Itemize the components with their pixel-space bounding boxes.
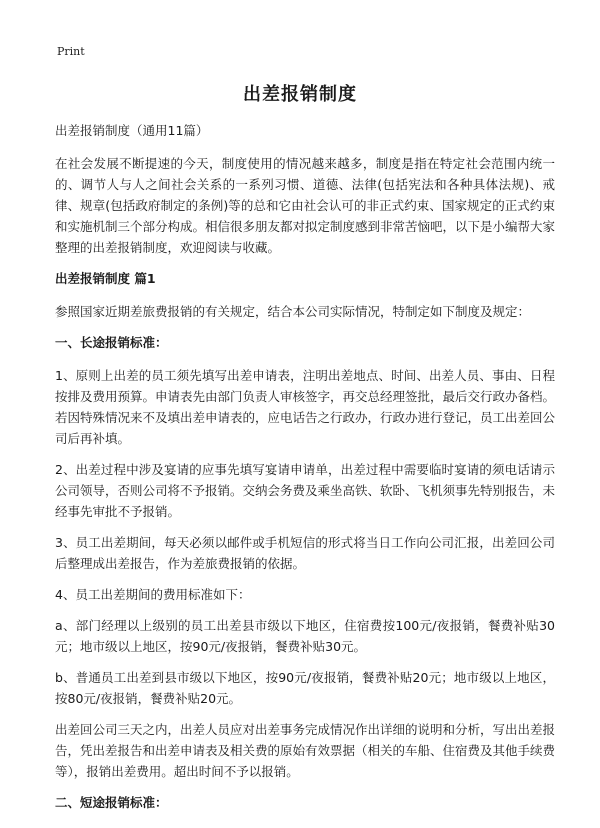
section1-closing: 出差回公司三天之内，出差人员应对出差事务完成情况作出详细的说明和分析，写出出差报告，凭出差报告和出差申请表及相关费的原始有效票据（相关的车船、住宿费及其他手续费等），报销出差费用。超出时间不予以报销。 xyxy=(55,722,556,779)
section1-heading: 一、长途报销标准： xyxy=(55,335,168,350)
print-link[interactable]: Print xyxy=(57,45,85,58)
section1-item-3: 3、员工出差期间，每天必须以邮件或手机短信的形式将当日工作向公司汇报，出差回公司后整理成出差报告，作为差旅费报销的依据。 xyxy=(55,535,555,571)
section1-item-4: 4、员工出差期间的费用标准如下： xyxy=(55,587,251,602)
article-heading: 出差报销制度 篇1 xyxy=(55,271,156,286)
section2-heading: 二、短途报销标准： xyxy=(55,795,168,810)
document-body xyxy=(55,120,555,825)
intro-paragraph: 在社会发展不断提速的今天，制度使用的情况越来越多，制度是指在特定社会范围内统一的、调节人与人之间社会关系的一系列习惯、道德、法律(包括宪法和各种具体法规)、戒律、规章(包括政府制定的条例)等的总和它由社会认可的非正式约束、国家规定的正式约束和实施机制三个部分构成。相信很多朋友都对拟定制度感到非常苦恼吧，以下是小编帮大家整理的出差报销制度，欢迎阅读与收藏。 xyxy=(55,156,556,255)
section1-item-a: a、部门经理以上级别的员工出差县市级以下地区，住宿费按100元/夜报销，餐费补贴30元；地市级以上地区，按90元/夜报销，餐费补贴30元。 xyxy=(55,618,555,654)
section1-item-b: b、普通员工出差到县市级以下地区，按90元/夜报销，餐费补贴20元；地市级以上地区，按80元/夜报销，餐费补贴20元。 xyxy=(55,670,555,706)
document-title: 出差报销制度 xyxy=(243,84,357,105)
preface-paragraph: 参照国家近期差旅费报销的有关规定，结合本公司实际情况，特制定如下制度及规定： xyxy=(55,304,531,319)
section1-item-1: 1、原则上出差的员工须先填写出差申请表，注明出差地点、时间、出差人员、事由、日程按排及费用预算。申请表先由部门负责人审核签字，再交总经理签批，最后交行政办备档。若因特殊情况来不及填出差申请表的，应电话告之行政办，行政办进行登记，员工出差回公司后再补填。 xyxy=(55,368,556,446)
document-subtitle: 出差报销制度（通用11篇） xyxy=(55,123,209,138)
section1-item-2: 2、出差过程中涉及宴请的应事先填写宴请申请单，出差过程中需要临时宴请的须电话请示公司领导，否则公司将不予报销。交纳会务费及乘坐高铁、软卧、飞机须事先特别报告，未经事先审批不予报销。 xyxy=(55,462,556,519)
